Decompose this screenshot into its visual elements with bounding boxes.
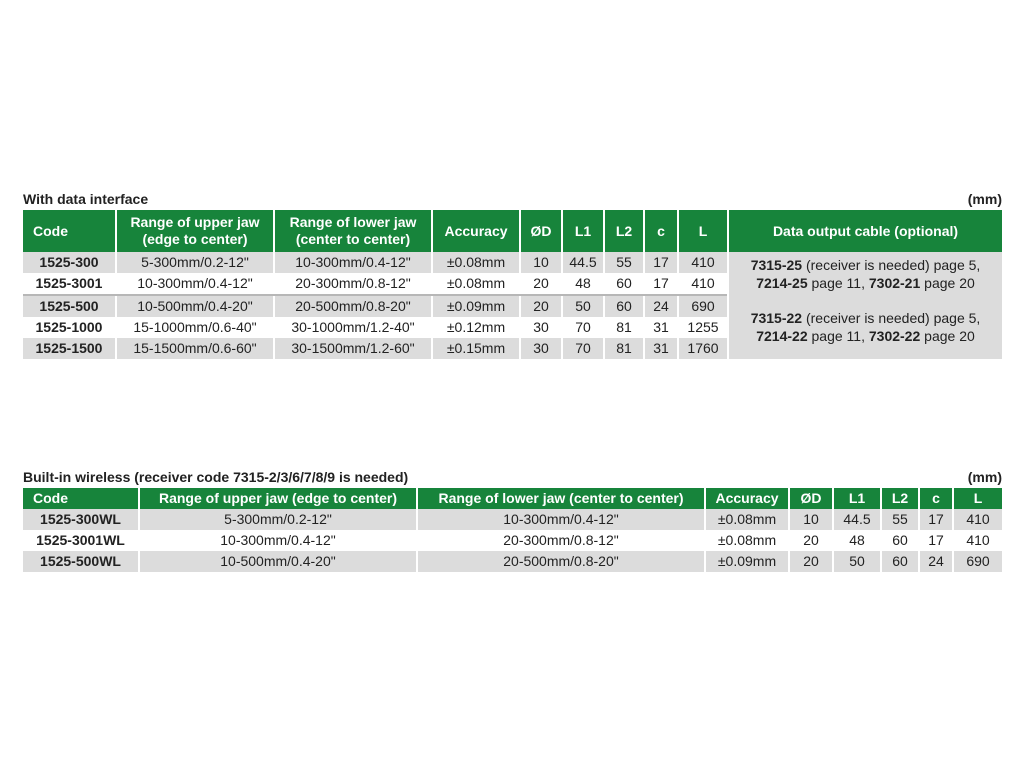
lower-cell: 10-300mm/0.4-12" [417, 509, 705, 530]
c-cell: 31 [644, 317, 678, 338]
accuracy-cell: ±0.08mm [432, 273, 520, 295]
table-header-row [23, 210, 1002, 252]
table-row [23, 509, 1002, 530]
upper-cell: 5-300mm/0.2-12" [116, 252, 274, 273]
col-od: ØD [520, 210, 562, 252]
upper-cell: 10-500mm/0.4-20" [116, 295, 274, 317]
l1-cell: 50 [833, 551, 881, 572]
upper-cell: 5-300mm/0.2-12" [139, 509, 417, 530]
cable-cell [728, 252, 1002, 295]
l1-cell: 48 [562, 273, 604, 295]
l1-cell: 70 [562, 338, 604, 359]
l2-cell: 55 [881, 509, 919, 530]
accuracy-cell: ±0.12mm [432, 317, 520, 338]
lower-cell: 20-500mm/0.8-20" [274, 295, 432, 317]
cable-code: 7214-25 [756, 274, 808, 291]
cable-text: page 11, [807, 274, 869, 291]
col-c: c [644, 210, 678, 252]
od-cell: 30 [520, 338, 562, 359]
col-l: L [678, 210, 728, 252]
od-cell: 30 [520, 317, 562, 338]
code-cell: 1525-300 [23, 252, 116, 273]
code-cell: 1525-3001 [23, 273, 116, 295]
l2-cell: 60 [604, 295, 644, 317]
l1-cell: 50 [562, 295, 604, 317]
l2-cell: 60 [604, 273, 644, 295]
col-lower-jaw: Range of lower jaw (center to center) [417, 488, 705, 509]
col-accuracy: Accuracy [432, 210, 520, 252]
l-cell: 1760 [678, 338, 728, 359]
col-lower-jaw: Range of lower jaw (center to center) [274, 210, 432, 252]
accuracy-cell: ±0.08mm [432, 252, 520, 273]
l1-cell: 48 [833, 530, 881, 551]
cable-code: 7315-25 [750, 256, 803, 273]
l2-cell: 60 [881, 551, 919, 572]
col-code: Code [23, 210, 116, 252]
l-cell: 410 [678, 252, 728, 273]
od-cell: 20 [789, 530, 833, 551]
section1-caption: With data interface [23, 191, 149, 207]
wireless-table [23, 488, 1002, 572]
cable-text: page 20 [920, 328, 975, 344]
lower-cell: 10-300mm/0.4-12" [274, 252, 432, 273]
lower-cell: 20-300mm/0.8-12" [417, 530, 705, 551]
code-cell: 1525-1500 [23, 338, 116, 359]
lower-cell: 30-1500mm/1.2-60" [274, 338, 432, 359]
od-cell: 20 [520, 295, 562, 317]
l-cell: 410 [678, 273, 728, 295]
upper-cell: 15-1500mm/0.6-60" [116, 338, 274, 359]
section2-unit: (mm) [967, 469, 1002, 485]
col-od: ØD [789, 488, 833, 509]
c-cell: 17 [919, 530, 953, 551]
lower-cell: 20-300mm/0.8-12" [274, 273, 432, 295]
upper-cell: 15-1000mm/0.6-40" [116, 317, 274, 338]
code-cell: 1525-1000 [23, 317, 116, 338]
lower-cell: 20-500mm/0.8-20" [417, 551, 705, 572]
accuracy-cell: ±0.08mm [705, 530, 789, 551]
l2-cell: 60 [881, 530, 919, 551]
accuracy-cell: ±0.09mm [705, 551, 789, 572]
code-cell: 1525-3001WL [23, 530, 139, 551]
l2-cell: 81 [604, 317, 644, 338]
cable-text: (receiver is needed) page 5, [802, 310, 981, 326]
cable-text: (receiver is needed) page 5, [802, 256, 981, 273]
l-cell: 410 [953, 530, 1002, 551]
l1-cell: 44.5 [562, 252, 604, 273]
l2-cell: 81 [604, 338, 644, 359]
l1-cell: 70 [562, 317, 604, 338]
col-upper-jaw: Range of upper jaw (edge to center) [116, 210, 274, 252]
upper-cell: 10-300mm/0.4-12" [116, 273, 274, 295]
l-cell: 690 [953, 551, 1002, 572]
col-l1: L1 [833, 488, 881, 509]
col-cable: Data output cable (optional) [728, 210, 1002, 252]
code-cell: 1525-500 [23, 295, 116, 317]
accuracy-cell: ±0.15mm [432, 338, 520, 359]
c-cell: 17 [644, 273, 678, 295]
col-accuracy: Accuracy [705, 488, 789, 509]
table-row [23, 295, 1002, 317]
cable-text: page 20 [920, 274, 975, 291]
c-cell: 17 [919, 509, 953, 530]
upper-cell: 10-500mm/0.4-20" [139, 551, 417, 572]
l1-cell: 44.5 [833, 509, 881, 530]
section2-caption: Built-in wireless (receiver code 7315-2/3/6/7/8/9 is needed) [23, 469, 409, 485]
table-header-row [23, 488, 1002, 509]
l-cell: 410 [953, 509, 1002, 530]
c-cell: 17 [644, 252, 678, 273]
section1-unit: (mm) [967, 191, 1002, 207]
table-row [23, 530, 1002, 551]
col-l1: L1 [562, 210, 604, 252]
l2-cell: 55 [604, 252, 644, 273]
accuracy-cell: ±0.09mm [432, 295, 520, 317]
cable-code: 7315-22 [750, 310, 803, 326]
table-row [23, 551, 1002, 572]
col-l2: L2 [881, 488, 919, 509]
cable-code: 7214-22 [756, 328, 808, 344]
c-cell: 24 [919, 551, 953, 572]
cable-code: 7302-21 [868, 274, 921, 291]
accuracy-cell: ±0.08mm [705, 509, 789, 530]
od-cell: 10 [789, 509, 833, 530]
col-upper-jaw: Range of upper jaw (edge to center) [139, 488, 417, 509]
upper-cell: 10-300mm/0.4-12" [139, 530, 417, 551]
data-interface-table [23, 210, 1002, 359]
cable-code: 7302-22 [868, 328, 921, 344]
table-row [23, 252, 1002, 273]
c-cell: 31 [644, 338, 678, 359]
cable-cell [728, 295, 1002, 359]
col-l: L [953, 488, 1002, 509]
od-cell: 20 [520, 273, 562, 295]
l-cell: 1255 [678, 317, 728, 338]
l-cell: 690 [678, 295, 728, 317]
c-cell: 24 [644, 295, 678, 317]
col-code: Code [23, 488, 139, 509]
code-cell: 1525-300WL [23, 509, 139, 530]
col-l2: L2 [604, 210, 644, 252]
od-cell: 20 [789, 551, 833, 572]
od-cell: 10 [520, 252, 562, 273]
col-c: c [919, 488, 953, 509]
cable-text: page 11, [807, 328, 869, 344]
lower-cell: 30-1000mm/1.2-40" [274, 317, 432, 338]
code-cell: 1525-500WL [23, 551, 139, 572]
